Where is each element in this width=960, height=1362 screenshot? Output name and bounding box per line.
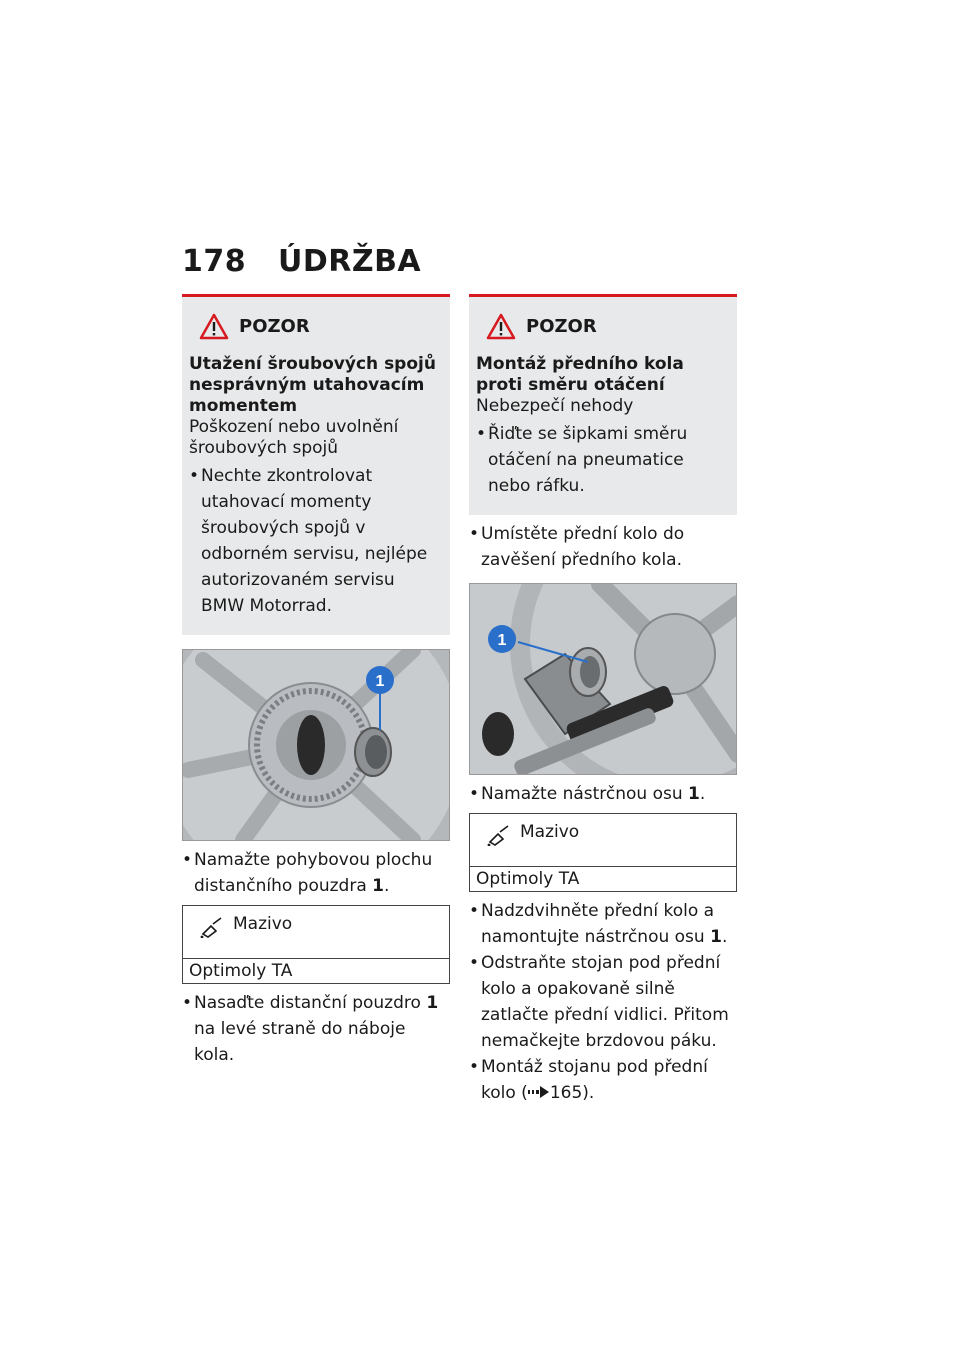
warning-header xyxy=(486,313,730,340)
lubricant-oiler-icon xyxy=(199,916,225,938)
page-header xyxy=(182,244,421,279)
chapter-title: ÚDRŽBA xyxy=(277,244,422,279)
warning-bullet: • Nechte zkontrolovat utahovací momenty šroubových spojů v odborném servisu, nejlépe autorizovaném servisu BMW Motorrad. xyxy=(189,463,443,619)
step-text: Odstraňte stojan pod přední kolo a opakovaně silně zatlačte přední vidlici. Přitom nemačkejte brzdovou páku. xyxy=(481,953,729,1051)
lubricant-table xyxy=(182,905,450,984)
lubricant-label: Mazivo xyxy=(520,822,580,842)
warning-box xyxy=(469,294,737,515)
step-text: Nadzdvihněte přední kolo a namontujte nástrčnou osu xyxy=(481,901,715,947)
warning-heading: Montáž předního kola proti směru otáčení xyxy=(476,354,684,395)
warning-triangle-icon xyxy=(199,313,229,340)
warning-heading: Utažení šroubových spojů nesprávným utahovacím momentem xyxy=(189,354,436,416)
step-end: . xyxy=(384,876,390,896)
left-column xyxy=(182,294,450,1068)
warning-text: Poškození nebo uvolnění šroubových spojů xyxy=(189,417,399,458)
figure-callout-1: 1 xyxy=(497,632,507,649)
warning-text: Nebezpečí nehody xyxy=(476,396,634,416)
page-reference-arrow-icon xyxy=(528,1085,550,1099)
right-column xyxy=(469,294,737,1106)
step-ref: 1 xyxy=(372,876,384,896)
step-lubricate-axle: • Namažte nástrčnou osu 1. xyxy=(469,784,706,804)
step-text: Umístěte přední kolo do zavěšení předního kola. xyxy=(481,524,685,570)
step-ref: 1 xyxy=(688,784,700,804)
wheel-hub-illustration xyxy=(182,649,450,841)
step-ref: 1 xyxy=(426,993,439,1013)
step-text: Namažte nástrčnou osu xyxy=(481,784,689,804)
warning-header xyxy=(199,313,443,340)
step-stand-reference: • Montáž stojanu pod přední kolo ( 165). xyxy=(469,1057,708,1103)
step-end: . xyxy=(699,784,706,804)
step-end: . xyxy=(721,927,728,947)
lubricant-table xyxy=(469,813,737,892)
lubricant-value: Optimoly TA xyxy=(476,869,580,889)
axle-illustration xyxy=(469,583,737,775)
warning-triangle-icon xyxy=(486,313,516,340)
warning-bullet-list xyxy=(189,463,443,619)
lubricant-label: Mazivo xyxy=(233,914,293,934)
step-insert-spacer: • Nasaďte distanční pouzdro 1 na levé straně do náboje kola. xyxy=(182,993,439,1065)
axle-image xyxy=(470,584,737,774)
step-text: Nasaďte distanční pouzdro xyxy=(194,993,427,1013)
step-text: Montáž stojanu pod přední kolo ( xyxy=(481,1057,708,1103)
warning-title: POZOR xyxy=(526,316,597,337)
warning-title: POZOR xyxy=(239,316,310,337)
step-mount-axle: • Nadzdvihněte přední kolo a namontujte nástrčnou osu 1. xyxy=(469,901,728,947)
hub-spacer-image xyxy=(183,650,450,840)
step-place-wheel: • Umístěte přední kolo do zavěšení předního kola. xyxy=(469,524,685,570)
page-number: 178 xyxy=(182,244,247,279)
step-lubricate-spacer: • Namažte pohybovou plochu distančního pouzdra 1. xyxy=(182,850,433,896)
step-remove-stand: • Odstraňte stojan pod přední kolo a opakovaně silně zatlačte přední vidlici. Přitom nemačkejte brzdovou páku. xyxy=(469,953,729,1051)
warning-bullet: • Řiďte se šipkami směru otáčení na pneumatice nebo ráfku. xyxy=(476,421,730,499)
step-end: ). xyxy=(582,1083,595,1103)
warning-bullet-list xyxy=(476,421,730,499)
step-text: Namažte pohybovou plochu distančního pouzdra xyxy=(194,850,433,896)
lubricant-oiler-icon xyxy=(486,824,512,846)
page-reference-number[interactable]: 165 xyxy=(549,1083,583,1103)
step-rest: na levé straně do náboje kola. xyxy=(194,1019,406,1065)
figure-callout-1: 1 xyxy=(375,673,385,690)
step-ref: 1 xyxy=(710,927,722,947)
lubricant-value: Optimoly TA xyxy=(189,961,293,981)
warning-box xyxy=(182,294,450,635)
